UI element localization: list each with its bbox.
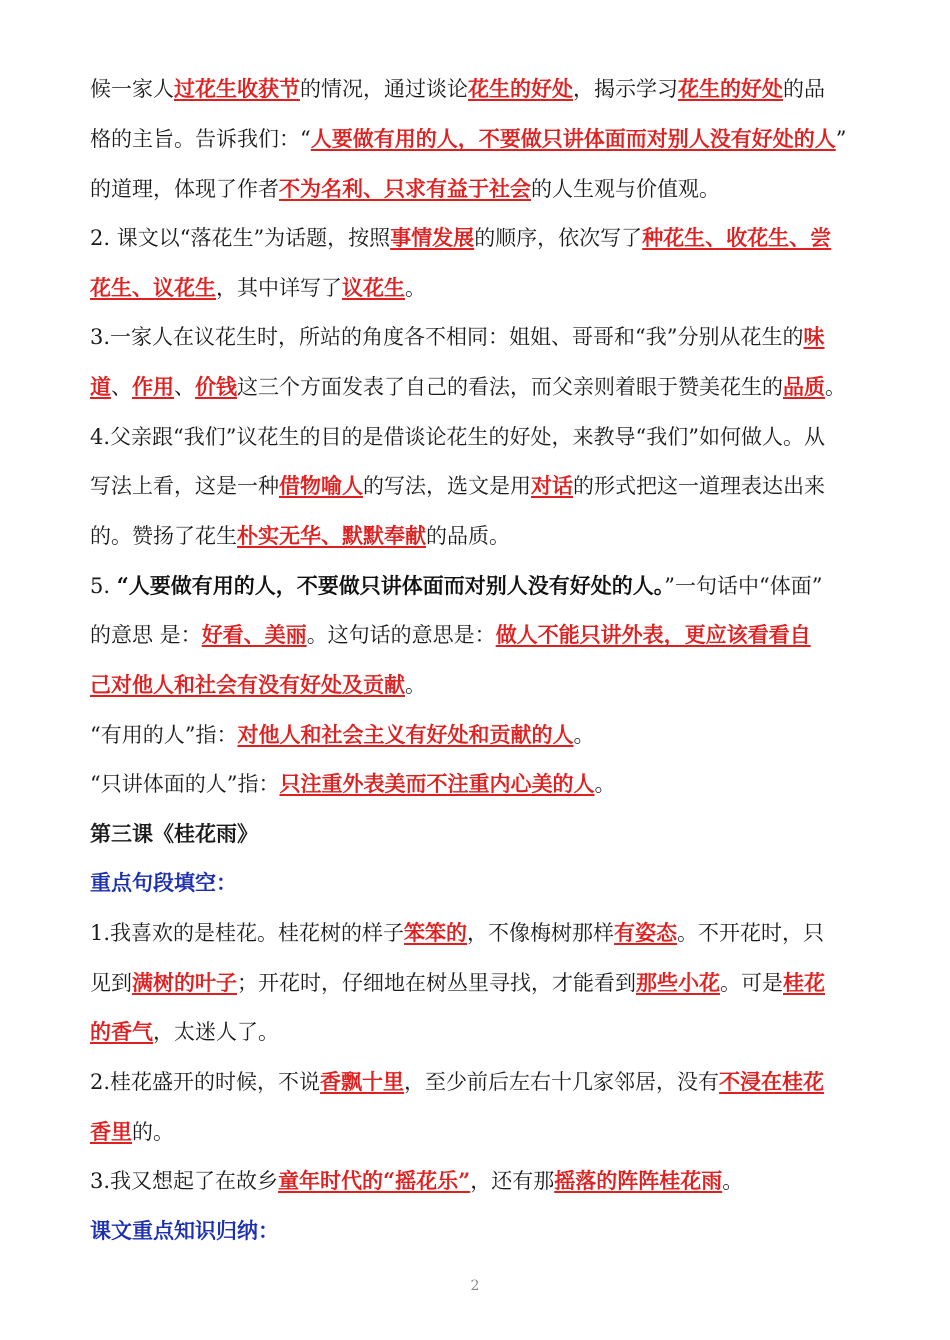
text-line bbox=[90, 720, 865, 750]
text-line bbox=[90, 769, 865, 799]
answer-text: 摇落的阵阵桂花雨 bbox=[554, 1168, 723, 1193]
answer-text: 种花生、收花生、尝 bbox=[642, 225, 832, 250]
answer-text: 桂花 bbox=[783, 970, 825, 995]
answer-text: 花生的好处 bbox=[468, 76, 573, 101]
body-text: ” bbox=[835, 127, 847, 151]
answer-text: 事情发展 bbox=[390, 225, 475, 250]
body-text: 的。赞扬了花生 bbox=[90, 524, 237, 548]
body-text: 、 bbox=[111, 375, 132, 399]
body-text: 的形式把这一道理表达出来 bbox=[573, 474, 825, 498]
body-text: 4.父亲跟“我们”议花生的目的是借谈论花生的好处，来教导“我们”如何做人。从 bbox=[90, 425, 825, 449]
answer-text: 花生、议花生 bbox=[90, 275, 216, 300]
answer-text: 价钱 bbox=[195, 374, 237, 399]
text-line bbox=[90, 273, 865, 303]
body-text: 。 bbox=[722, 1169, 744, 1193]
body-text: 的情况，通过谈论 bbox=[300, 77, 468, 101]
body-text: 。 bbox=[573, 723, 595, 747]
answer-text: 对话 bbox=[531, 473, 573, 498]
body-text: “只讲体面的人”指： bbox=[90, 772, 280, 796]
answer-text: 笨笨的 bbox=[404, 920, 468, 945]
answer-text: 只注重外表美而不注重内心美的人 bbox=[279, 771, 595, 796]
answer-text: 做人不能只讲外表，更应该看看自 bbox=[495, 622, 811, 647]
text-line bbox=[90, 372, 865, 402]
body-text: “有用的人”指： bbox=[90, 723, 238, 747]
text-line bbox=[90, 422, 865, 452]
body-text: 。 bbox=[594, 772, 616, 796]
quoted-sentence: “人要做有用的人，不要做只讲体面而对别人没有好处的人。 bbox=[116, 573, 665, 598]
section-heading-text: 重点句段填空： bbox=[90, 871, 237, 895]
text-line bbox=[90, 1067, 865, 1097]
body-text: ，还有那 bbox=[470, 1169, 555, 1193]
body-text: 的。 bbox=[132, 1120, 174, 1144]
answer-text: 作用 bbox=[132, 374, 174, 399]
text-line bbox=[90, 174, 865, 204]
body-text: ，太迷人了。 bbox=[153, 1020, 279, 1044]
body-text: 的人生观与价值观。 bbox=[531, 177, 720, 201]
body-text: 的意思 是： bbox=[90, 623, 202, 647]
answer-text: 那些小花 bbox=[636, 970, 720, 995]
answer-text: 议花生 bbox=[342, 275, 405, 300]
body-text: 。 bbox=[405, 673, 426, 697]
answer-text: 香里 bbox=[90, 1119, 132, 1144]
body-text: 的道理，体现了作者 bbox=[90, 177, 279, 201]
body-text: 写法上看，这是一种 bbox=[90, 474, 279, 498]
answer-text: 不浸在桂花 bbox=[719, 1069, 825, 1094]
body-text: 5. bbox=[90, 574, 117, 598]
body-text: 这三个方面发表了自己的看法，而父亲则着眼于赞美花生的 bbox=[237, 375, 783, 399]
body-text: 3.我又想起了在故乡 bbox=[90, 1169, 279, 1193]
text-line bbox=[90, 670, 865, 700]
answer-text: 不为名利、只求有益于社会 bbox=[279, 176, 531, 201]
text-line bbox=[90, 124, 865, 154]
answer-text: 童年时代的“摇花乐” bbox=[278, 1168, 471, 1193]
answer-text: 花生的好处 bbox=[678, 76, 783, 101]
text-line bbox=[90, 74, 865, 104]
body-text: ”一句话中“体面” bbox=[664, 574, 823, 598]
answer-text: 道 bbox=[90, 374, 111, 399]
text-line bbox=[90, 571, 865, 601]
body-text: 2. 课文以“落花生”为话题，按照 bbox=[90, 226, 391, 250]
answer-text: 满树的叶子 bbox=[132, 970, 237, 995]
answer-text: 的香气 bbox=[90, 1019, 153, 1044]
body-text: 。 bbox=[825, 375, 846, 399]
section-title bbox=[90, 819, 865, 849]
text-line bbox=[90, 620, 865, 650]
text-line bbox=[90, 322, 865, 352]
section-heading-text: 课文重点知识归纳： bbox=[90, 1219, 279, 1243]
text-line bbox=[90, 1117, 865, 1147]
text-line bbox=[90, 1017, 865, 1047]
body-text: 的品 bbox=[783, 77, 825, 101]
answer-text: 借物喻人 bbox=[279, 473, 363, 498]
body-text: 格的主旨。告诉我们：“ bbox=[90, 127, 311, 151]
text-line bbox=[90, 1166, 865, 1196]
answer-text: 有姿态 bbox=[614, 920, 678, 945]
text-line bbox=[90, 918, 865, 948]
answer-text: 朴实无华、默默奉献 bbox=[237, 523, 426, 548]
body-text: 的写法，选文是用 bbox=[363, 474, 531, 498]
subsection-title bbox=[90, 868, 865, 898]
text-line bbox=[90, 968, 865, 998]
answer-text: 香飘十里 bbox=[320, 1069, 405, 1094]
answer-text: 品质 bbox=[783, 374, 825, 399]
body-text: ，不像梅树那样 bbox=[467, 921, 615, 945]
answer-text: 对他人和社会主义有好处和贡献的人 bbox=[237, 722, 574, 747]
text-line bbox=[90, 471, 865, 501]
body-text: 、 bbox=[174, 375, 195, 399]
body-text: 。不开花时，只 bbox=[677, 921, 825, 945]
body-text: 见到 bbox=[90, 971, 132, 995]
body-text: ，其中详写了 bbox=[216, 276, 342, 300]
body-text: 的品质。 bbox=[426, 524, 510, 548]
body-text: 3.一家人在议花生时，所站的角度各不相同：姐姐、哥哥和“我”分别从花生的 bbox=[90, 325, 804, 349]
body-text: 。可是 bbox=[720, 971, 783, 995]
lesson-heading-text: 第三课《桂花雨》 bbox=[90, 822, 258, 846]
answer-text: 味 bbox=[803, 324, 825, 349]
body-text: 的顺序，依次写了 bbox=[474, 226, 643, 250]
answer-text: 己对他人和社会有没有好处及贡献 bbox=[90, 672, 405, 697]
text-line bbox=[90, 223, 865, 253]
body-text: 候一家人 bbox=[90, 77, 174, 101]
body-text: 1.我喜欢的是桂花。桂花树的样子 bbox=[90, 921, 405, 945]
text-line bbox=[90, 521, 865, 551]
body-text: ，至少前后左右十几家邻居，没有 bbox=[404, 1070, 720, 1094]
body-text: 2.桂花盛开的时候，不说 bbox=[90, 1070, 321, 1094]
answer-text: 好看、美丽 bbox=[201, 622, 307, 647]
body-text: 。 bbox=[405, 276, 426, 300]
subsection-title bbox=[90, 1216, 865, 1246]
body-text: ；开花时，仔细地在树丛里寻找，才能看到 bbox=[237, 971, 636, 995]
answer-text: 人要做有用的人，不要做只讲体面而对别人没有好处的人 bbox=[310, 126, 836, 151]
body-text: 。这句话的意思是： bbox=[306, 623, 496, 647]
body-text: ，揭示学习 bbox=[573, 77, 678, 101]
answer-text: 过花生收获节 bbox=[174, 76, 300, 101]
page-number: 2 bbox=[470, 1278, 480, 1294]
